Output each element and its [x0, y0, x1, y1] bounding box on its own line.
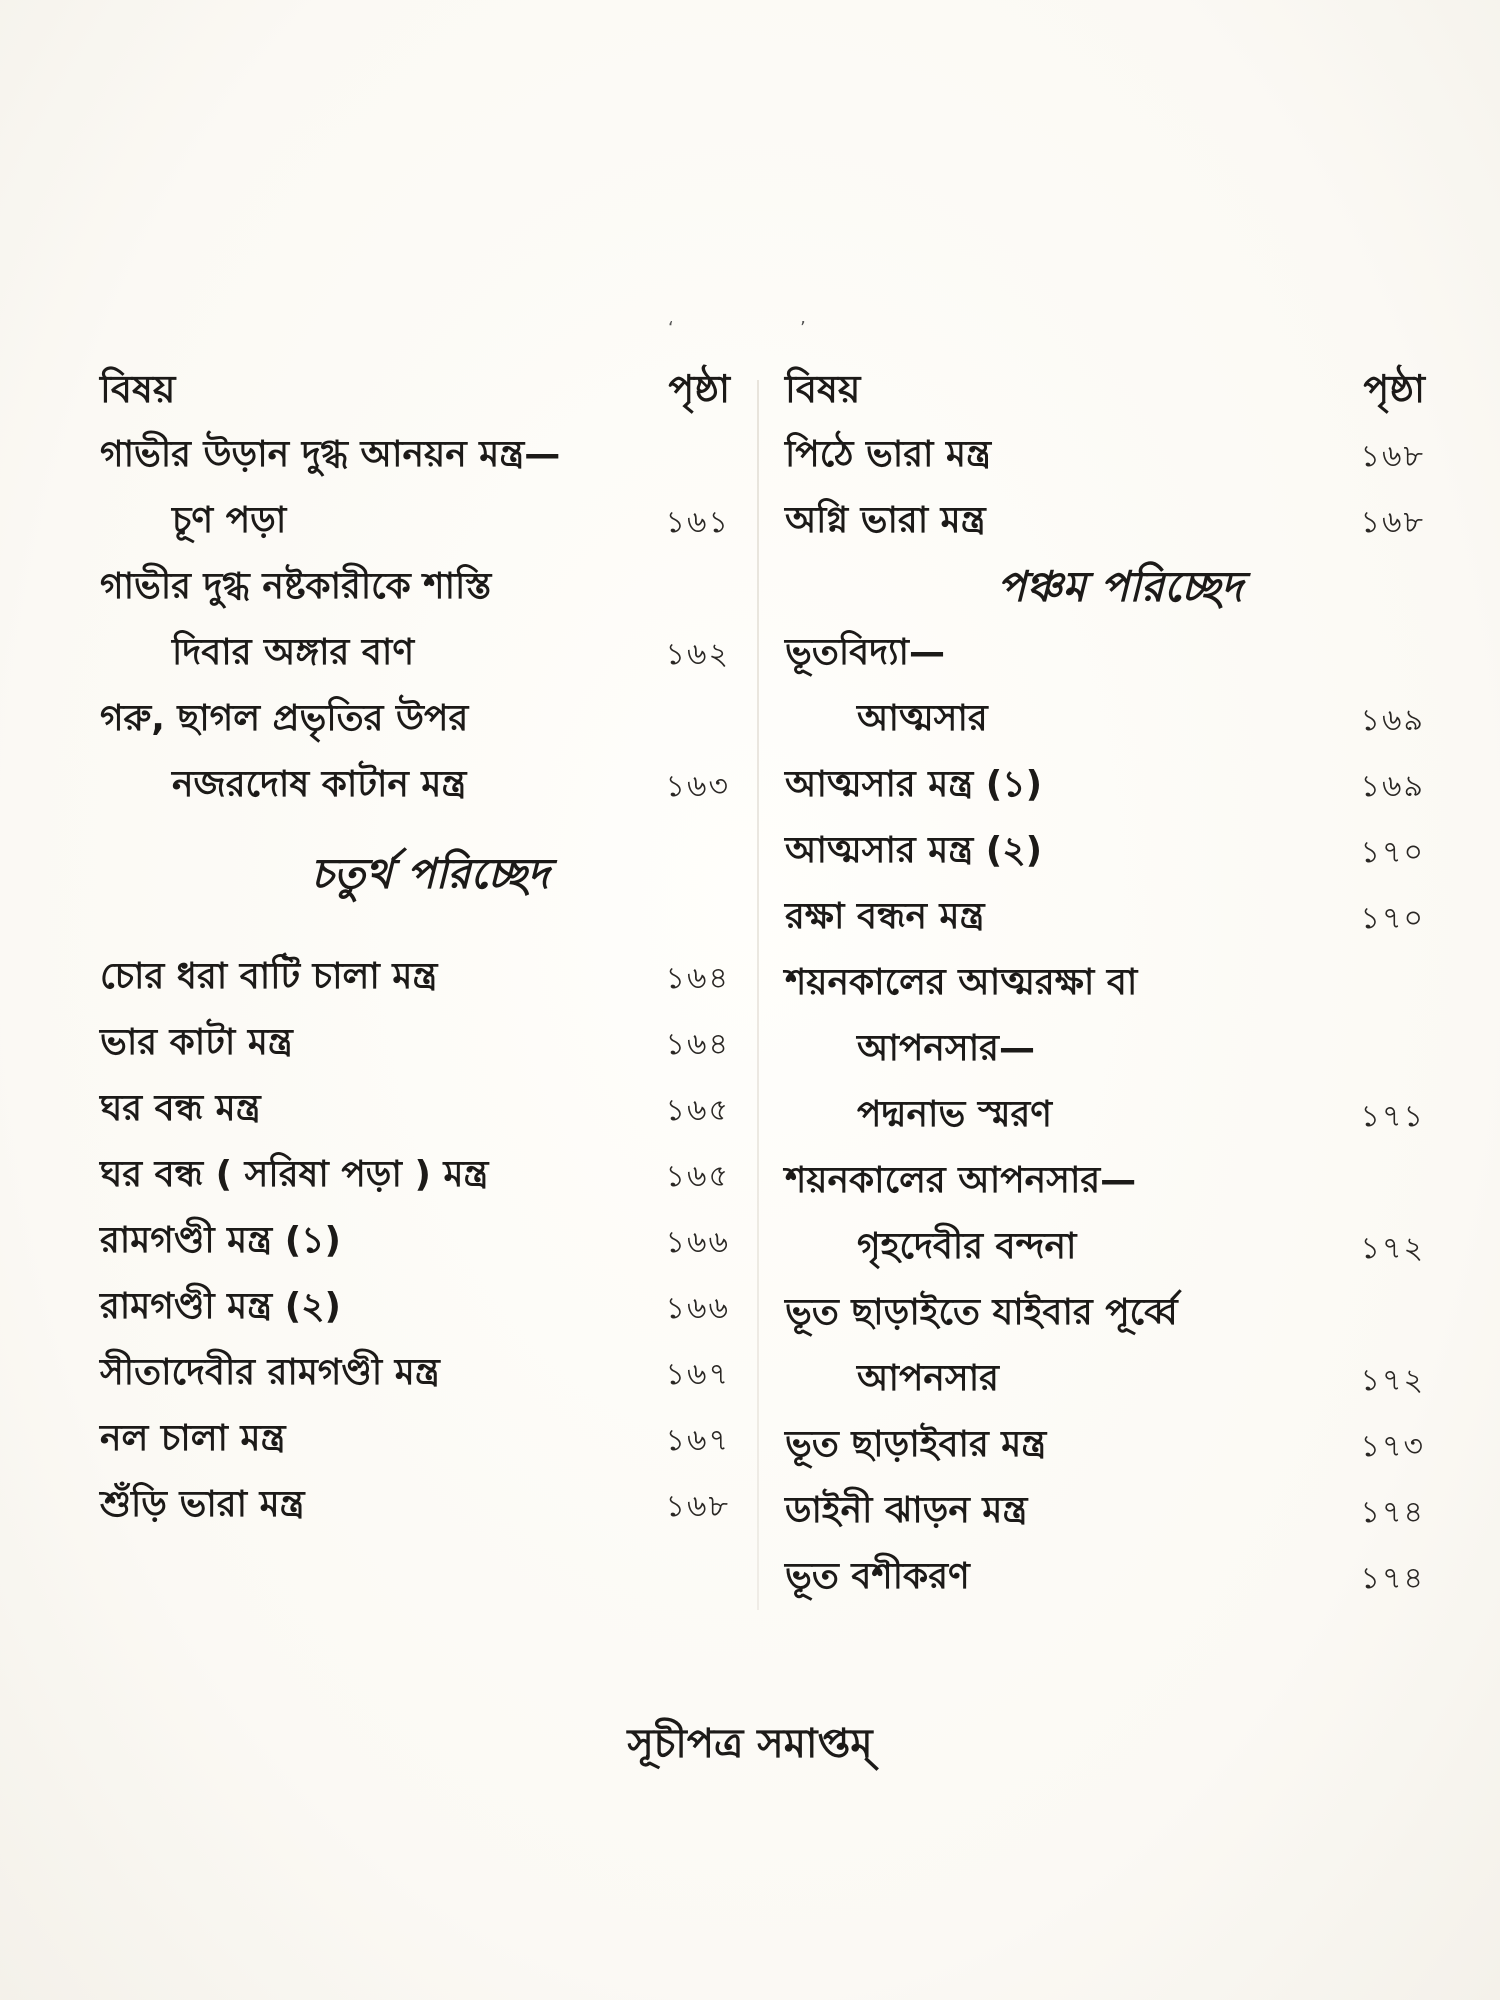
- entry-page-number: ১৭২: [1360, 1230, 1425, 1266]
- entry-title: রামগণ্ডী মন্ত্র (২): [100, 1286, 342, 1327]
- entry-page-number: ১৬৮: [1360, 504, 1425, 540]
- toc-entry: [785, 1216, 1425, 1282]
- entry-title: রামগণ্ডী মন্ত্র (১): [100, 1220, 341, 1261]
- toc-entry: [100, 424, 730, 490]
- entry-title: ভার কাটা মন্ত্র: [100, 1022, 293, 1063]
- toc-entry: [785, 754, 1425, 820]
- toc-entry: [785, 622, 1425, 688]
- entry-title: আত্মসার মন্ত্র (২): [785, 830, 1043, 871]
- toc-entry: [785, 688, 1425, 754]
- column-header: [100, 358, 730, 424]
- entry-page-number: ১৬১: [665, 504, 730, 540]
- toc-entry: [100, 490, 730, 556]
- entry-page-number: ১৬৮: [665, 1488, 730, 1524]
- entry-title: সীতাদেবীর রামগণ্ডী মন্ত্র: [100, 1352, 440, 1393]
- entry-page-number: ১৬৫: [665, 1092, 730, 1128]
- entry-title: গৃহদেবীর বন্দনা: [857, 1226, 1077, 1267]
- entry-title: ভূত ছাড়াইতে যাইবার পূর্ব্বে: [785, 1292, 1178, 1333]
- entry-title: চোর ধরা বাটি চালা মন্ত্র: [100, 956, 438, 997]
- subject-heading: বিষয়: [100, 367, 176, 411]
- entry-page-number: ১৬৭: [665, 1356, 730, 1392]
- entry-page-number: ১৬৬: [665, 1224, 730, 1260]
- entry-page-number: ১৭৪: [1360, 1560, 1425, 1596]
- entry-title: ভূত ছাড়াইবার মন্ত্র: [785, 1424, 1047, 1465]
- toc-entry: [100, 1078, 730, 1144]
- printer-mark: ’: [800, 318, 806, 339]
- column-header: [785, 358, 1425, 424]
- entry-page-number: ১৬৭: [665, 1422, 730, 1458]
- entry-title: রক্ষা বন্ধন মন্ত্র: [785, 896, 985, 937]
- toc-entry: [785, 1546, 1425, 1612]
- toc-end-title: সূচীপত্র সমাপ্তম্: [627, 1721, 873, 1767]
- entry-title: পিঠে ভারা মন্ত্র: [785, 434, 992, 475]
- chapter-heading: চতুর্থ পরিচ্ছেদ: [310, 848, 550, 898]
- entry-title: গাভীর দুগ্ধ নষ্টকারীকে শাস্তি: [100, 566, 492, 607]
- column-divider: [757, 380, 759, 1610]
- entry-page-number: ১৬৪: [665, 960, 730, 996]
- entry-title: গাভীর উড়ান দুগ্ধ আনয়ন মন্ত্র—: [100, 434, 561, 475]
- toc-entry: [785, 952, 1425, 1018]
- entry-title: আপনসার—: [857, 1028, 1035, 1069]
- entry-title: পদ্মনাভ স্মরণ: [857, 1094, 1053, 1135]
- entry-page-number: ১৬৫: [665, 1158, 730, 1194]
- toc-entry: [785, 1348, 1425, 1414]
- entry-title: শয়নকালের আত্মরক্ষা বা: [785, 962, 1138, 1003]
- toc-entry: [785, 1282, 1425, 1348]
- entry-title: ডাইনী ঝাড়ন মন্ত্র: [785, 1490, 1028, 1531]
- toc-entry: [100, 1342, 730, 1408]
- entry-title: ভূতবিদ্যা—: [785, 632, 945, 673]
- entry-title: শয়নকালের আপনসার—: [785, 1160, 1137, 1201]
- subject-heading: বিষয়: [785, 367, 861, 411]
- toc-entry: [785, 1414, 1425, 1480]
- toc-entry: [100, 754, 730, 820]
- toc-entry: [100, 1012, 730, 1078]
- entry-title: দিবার অঙ্গার বাণ: [172, 632, 415, 673]
- entry-title: শুঁড়ি ভারা মন্ত্র: [100, 1484, 305, 1525]
- toc-entry: [785, 424, 1425, 490]
- entry-title: গরু, ছাগল প্রভৃতির উপর: [100, 698, 469, 739]
- toc-entry: [100, 1276, 730, 1342]
- entry-page-number: ১৬৯: [1360, 702, 1425, 738]
- page-heading: পৃষ্ঠা: [1363, 367, 1425, 411]
- entry-title: ঘর বন্ধ ( সরিষা পড়া ) মন্ত্র: [100, 1154, 489, 1195]
- toc-entry: [100, 622, 730, 688]
- chapter-heading: পঞ্চম পরিচ্ছেদ: [997, 561, 1243, 611]
- entry-page-number: ১৬৩: [665, 768, 730, 804]
- toc-entry: [100, 946, 730, 1012]
- printer-mark: ‘: [668, 318, 674, 339]
- entry-page-number: ১৬৬: [665, 1290, 730, 1326]
- toc-left-column: [100, 358, 730, 1540]
- entry-page-number: ১৬৯: [1360, 768, 1425, 804]
- toc-entry: [100, 1474, 730, 1540]
- entry-page-number: ১৬৮: [1360, 438, 1425, 474]
- entry-title: আত্মসার: [857, 698, 988, 739]
- entry-title: অগ্নি ভারা মন্ত্র: [785, 500, 986, 541]
- entry-page-number: ১৭৪: [1360, 1494, 1425, 1530]
- toc-entry: [785, 886, 1425, 952]
- entry-page-number: ১৭০: [1360, 900, 1425, 936]
- entry-title: ভূত বশীকরণ: [785, 1556, 970, 1597]
- toc-entry: [785, 1018, 1425, 1084]
- toc-entry: [785, 1150, 1425, 1216]
- entry-title: ঘর বন্ধ মন্ত্র: [100, 1088, 261, 1129]
- toc-entry: [785, 820, 1425, 886]
- entry-page-number: ১৬৪: [665, 1026, 730, 1062]
- entry-title: নল চালা মন্ত্র: [100, 1418, 286, 1459]
- entry-page-number: ১৭২: [1360, 1362, 1425, 1398]
- page-heading: পৃষ্ঠা: [668, 367, 730, 411]
- toc-entry: [785, 490, 1425, 556]
- toc-entry: [100, 1210, 730, 1276]
- toc-entry: [785, 1084, 1425, 1150]
- entry-title: আপনসার: [857, 1358, 999, 1399]
- entry-page-number: ১৭১: [1360, 1098, 1425, 1134]
- entry-page-number: ১৭০: [1360, 834, 1425, 870]
- toc-entry: [785, 1480, 1425, 1546]
- entry-title: আত্মসার মন্ত্র (১): [785, 764, 1043, 805]
- entry-title: নজরদোষ কাটান মন্ত্র: [172, 764, 467, 805]
- toc-entry: [100, 1144, 730, 1210]
- toc-right-column: [785, 358, 1425, 1612]
- entry-page-number: ১৭৩: [1360, 1428, 1425, 1464]
- toc-entry: [100, 1408, 730, 1474]
- toc-entry: [100, 556, 730, 622]
- toc-entry: [100, 688, 730, 754]
- entry-page-number: ১৬২: [665, 636, 730, 672]
- entry-title: চূণ পড়া: [172, 500, 287, 541]
